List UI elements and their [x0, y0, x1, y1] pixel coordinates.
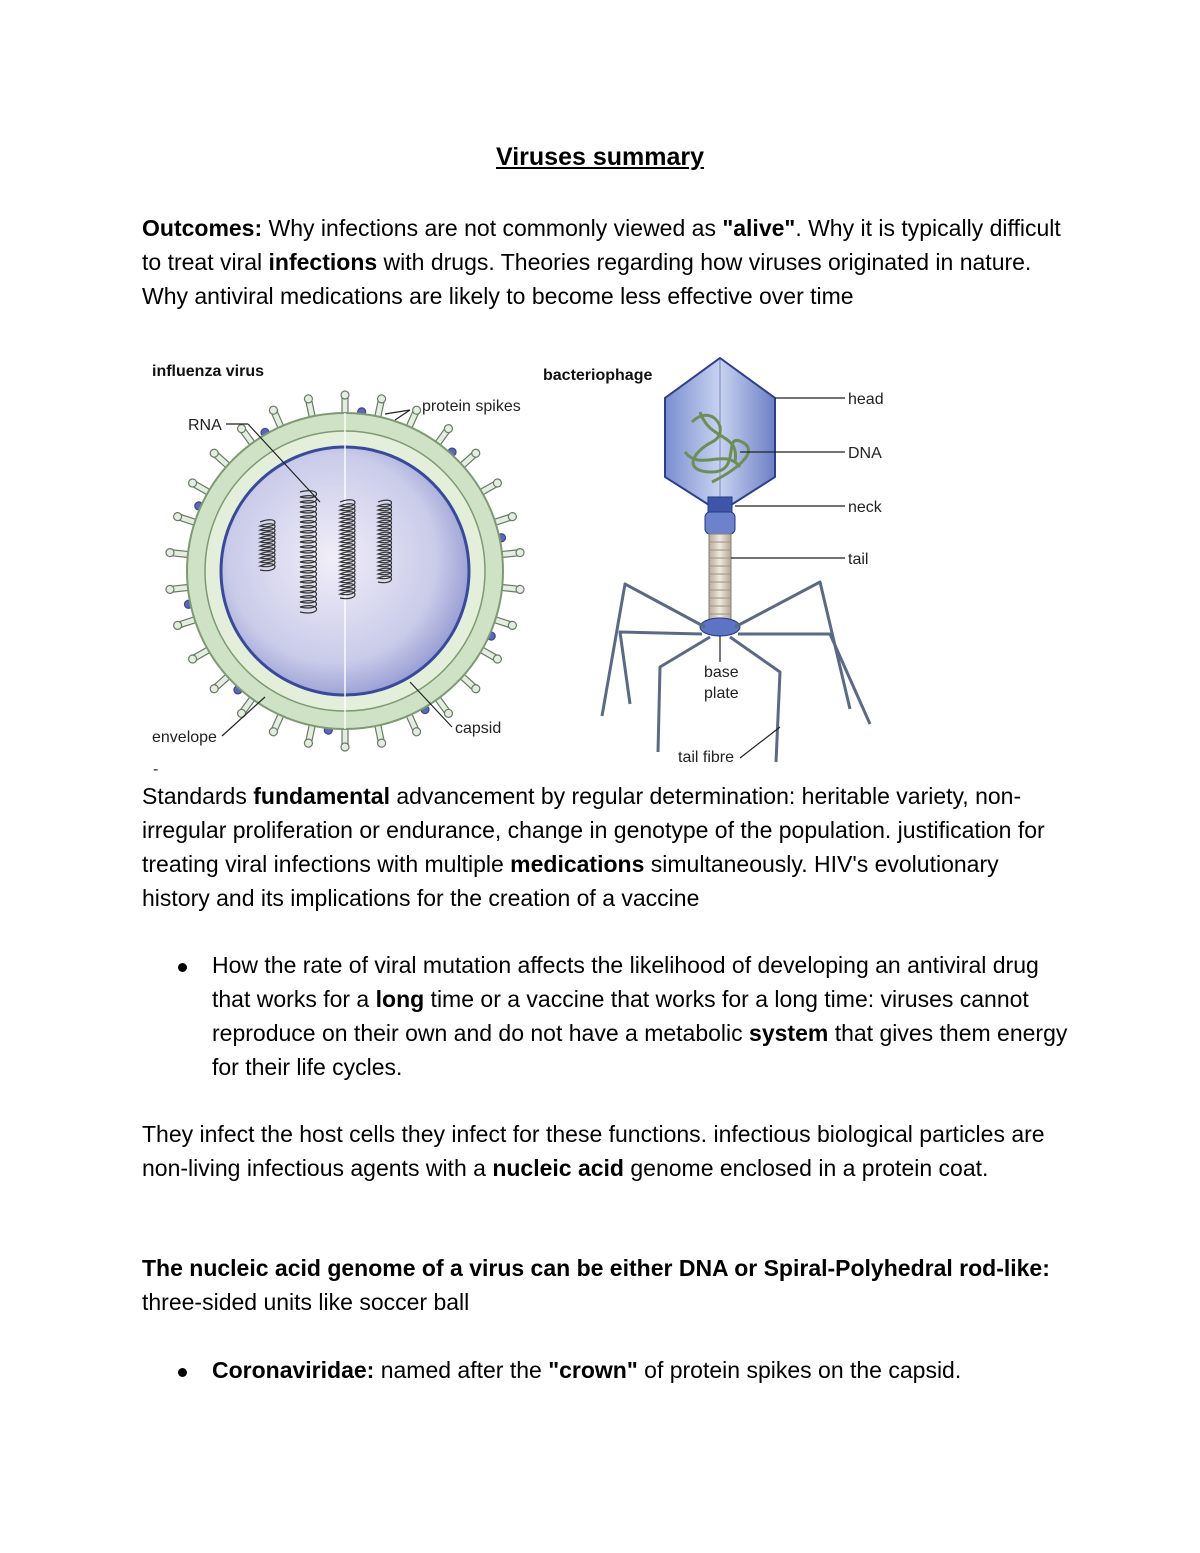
phage-collar: [708, 497, 732, 513]
influenza-virus-diagram: [152, 363, 524, 751]
bullet-icon: [178, 963, 187, 972]
outcomes-text-3: with drugs. Theories regarding how viruses originated in nature. Why antiviral medications are likely to become less effective over time: [142, 249, 1032, 309]
label-dna: DNA: [848, 445, 882, 462]
genome-text-1: three-sided units like soccer ball: [142, 1289, 470, 1315]
standards-text-2: advancement by regular determination: heritable variety, non-irregular proliferation or endurance, change in genotype of the population. justification for treating viral infections with multiple: [142, 783, 1045, 877]
genome-bold: The nucleic acid genome of a virus can be either DNA or Spiral-Polyhedral rod-like:: [142, 1255, 1050, 1281]
label-rna: RNA: [188, 417, 222, 434]
phage-head: [665, 358, 775, 512]
label-capsid: capsid: [455, 720, 502, 737]
bullet1-text-2: time or a vaccine that works for a long time: viruses cannot reproduce on their own and do not have a metabolic: [212, 986, 1029, 1046]
outcomes-text-1: Why infections are not commonly viewed as: [262, 215, 723, 241]
standards-text-3: simultaneously. HIV's evolutionary history and its implications for the creation of a vaccine: [142, 851, 999, 911]
document-title: Viruses summary: [496, 143, 704, 171]
bullet-text: [212, 948, 1072, 1084]
infect-text-1: They infect the host cells they infect for these functions. infectious biological particles are non-living infectious agents with a: [142, 1121, 1045, 1181]
label-base: base: [704, 664, 739, 681]
bullet2-text-1: named after the: [374, 1357, 549, 1383]
bullet-icon: [178, 1368, 187, 1377]
phage-title: bacteriophage: [543, 367, 653, 384]
infect-text-2: genome enclosed in a protein coat.: [623, 1155, 989, 1181]
label-neck: neck: [848, 499, 882, 516]
infect-paragraph: [142, 1117, 1072, 1185]
influenza-title: influenza virus: [152, 363, 265, 380]
outcomes-text-2: . Why it is typically difficult to treat viral: [142, 215, 1061, 275]
phage-tail: [709, 534, 731, 622]
bullet1-long: long: [375, 986, 425, 1012]
infect-nucleic-acid: nucleic acid: [492, 1155, 624, 1181]
standards-medications: medications: [510, 851, 645, 877]
label-tail: tail: [848, 551, 869, 568]
label-tail-fibre: tail fibre: [678, 749, 735, 766]
label-envelope: envelope: [152, 729, 217, 746]
bacteriophage-diagram: [543, 358, 884, 766]
standards-text-1: Standards: [142, 783, 254, 809]
outcomes-infections: infections: [268, 249, 378, 275]
virus-diagram-figure: [140, 352, 910, 777]
bullet2-text-2: of protein spikes on the capsid.: [637, 1357, 962, 1383]
standards-fundamental: fundamental: [253, 783, 390, 809]
bullet1-text-3: that gives them energy for their life cycles.: [212, 1020, 1068, 1080]
label-head: head: [848, 391, 884, 408]
bullet2-bold: Coronaviridae:: [212, 1357, 375, 1383]
phage-base-plate: [700, 618, 740, 636]
outcomes-alive: "alive": [722, 215, 796, 241]
label-plate: plate: [704, 685, 739, 702]
label-protein-spikes: protein spikes: [422, 398, 521, 415]
list-item: [142, 1353, 1072, 1387]
bullet-text: [212, 1353, 1072, 1387]
list-item: [142, 948, 1072, 1084]
bullet1-text-1: How the rate of viral mutation affects the likelihood of developing an antiviral drug that works for a: [212, 952, 1039, 1012]
outcomes-paragraph: [142, 211, 1072, 313]
phage-neck: [705, 512, 735, 534]
bullet2-crown: "crown": [548, 1357, 638, 1383]
outcomes-label: Outcomes:: [142, 215, 263, 241]
standards-paragraph: [142, 779, 1072, 915]
bullet1-system: system: [749, 1020, 829, 1046]
genome-paragraph: [142, 1251, 1072, 1319]
stray-mark: -: [153, 761, 159, 777]
